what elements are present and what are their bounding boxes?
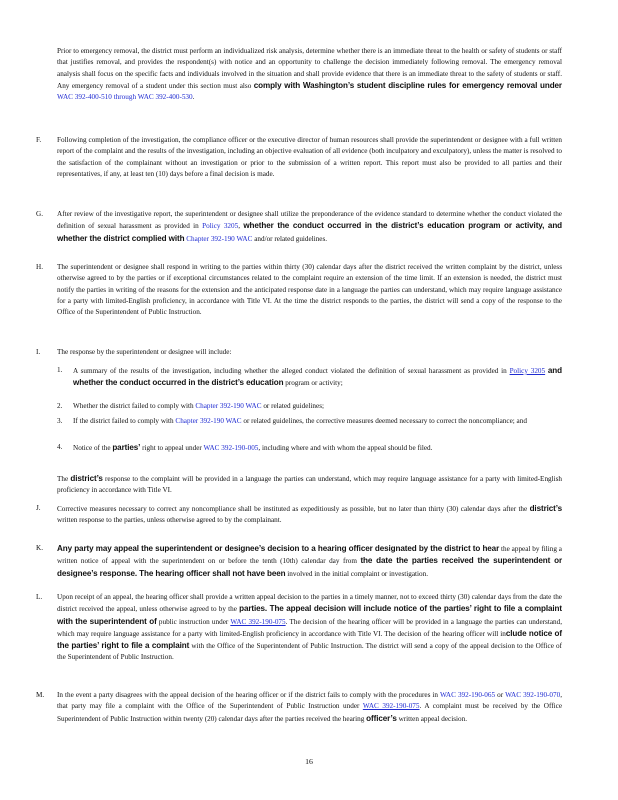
section-k-label: K. <box>36 544 43 552</box>
intro-bold-text: comply with Washington’s student discipline rules for emergency removal under <box>253 80 562 90</box>
wac-065-link[interactable]: WAC 392-190-065 <box>439 691 496 699</box>
section-m-label: M. <box>36 691 45 699</box>
response-item-4: Notice of the parties’ right to appeal under WAC 392-190-005, including where and with whom the appeal should be filed. <box>73 443 433 452</box>
intro-text: Prior to emergency removal, the district must perform an individualized risk analysis, determine whether there is an immediate threat to the health or safety of students or staff that justifies removal, and provides the respondent(s) with notice and an opportunity to challenge the decision immediately following removal. The emergency removal analysis shall focus on the specific facts and individuals involved in the situation and shall provide evidence that there is an immediate threat to the safety of students or staff. Any emergency removal of a student under this section must also <box>57 47 562 90</box>
section-i-label: I. <box>36 348 41 356</box>
section-l-label: L. <box>36 593 43 601</box>
section-h-label: H. <box>36 263 43 271</box>
emergency-removal-paragraph: Prior to emergency removal, the district must perform an individualized risk analysis, determine whether there is an immediate threat to the health or safety of students or staff that justifies removal, and provides the respondent(s) with notice and an opportunity to challenge the decision immediately following removal. The emergency removal analysis shall focus on the specific facts and individuals involved in the situation and shall provide evidence that there is an immediate threat to the safety of students or staff. Any emergency removal of a student under this section must also comply with Washington’s student discipline rules for emergency removal under WAC 392-400-510 through WAC 392-400-530. <box>57 47 562 102</box>
section-i-tail: The district’s response to the complaint will be provided in a language the parties can understand, which may require language assistance for a party with limited-English proficiency in accordance with Title VI. <box>57 474 563 495</box>
wac-005-link[interactable]: WAC 392-190-005 <box>203 444 259 452</box>
policy-3205-link-2[interactable]: Policy 3205 <box>509 367 546 375</box>
item-4-number: 4. <box>57 443 63 451</box>
section-h-text: The superintendent or designee shall respond in writing to the parties within thirty (30) calendar days after the district received the written complaint by the district, unless otherwise agreed to by the parties or if exceptional circumstances related to the complaint require an extension of the time limit. If an extension is needed, the district must notify the parties in writing of the reasons for the extension and the anticipated response date in a language the parties can understand, which may require language assistance for a party with limited-English proficiency, in accordance with Title VI. At the time the district responds to the parties, the district will send a copy of the response to the Office of the Superintendent of Public Instruction. <box>57 263 562 317</box>
section-l-paragraph: Upon receipt of an appeal, the hearing officer shall provide a written appeal decision to the parties in a timely manner, not to exceed thirty (30) calendar days from the date the district received the appeal, unless otherwise agreed to by the parties. The appeal decision will include notice of the parties’ right to file a complaint with the superintendent of public instruction under WAC 392-190-075. The decision of the hearing officer will be provided in a language the parties can understand, which may require language assistance for a party with limited-English proficiency in accordance with Title VI. The decision of the hearing officer will include notice of the parties’ right to file a complaint with the Office of the Superintendent of Public Instruction. The district will send a copy of the appeal decision to the Office of the Superintendent of Public Instruction. <box>57 593 562 662</box>
section-f-paragraph <box>57 135 562 180</box>
section-j-paragraph: Corrective measures necessary to correct any noncompliance shall be instituted as expeditiously as possible, but no later than thirty (30) calendar days after the district’s written response to the parties, unless otherwise agreed to by the complainant. <box>57 504 563 525</box>
wac-070-link[interactable]: WAC 392-190-070 <box>505 691 561 699</box>
section-f-label: F. <box>36 136 42 144</box>
section-f-text: Following completion of the investigation, the compliance officer or the executive director of human resources shall provide the superintendent or designee with a full written report of the complaint and the results of the investigation, including an objective evaluation of all evidence (both inculpatory and exculpatory), unless the matter is resolved to the satisfaction of the complainant without an investigation or prior to the submission of a written report. This report must also be provided to all parties and their representatives, if any, at least ten (10) days before a final decision is made. <box>57 136 562 178</box>
section-g-paragraph: After review of the investigative report, the superintendent or designee shall utilize the preponderance of the evidence standard to determine whether the conduct violated the definition of sexual harassment as provided in Policy 3205, whether the conduct occurred in the district’s education program or activity, and whether the district complied with Chapter 392-190 WAC and/or related guidelines. <box>57 210 563 243</box>
wac-075-link-2[interactable]: WAC 392-190-075 <box>362 702 420 711</box>
wac-400-link[interactable]: WAC 392-400-510 through WAC 392-400-530 <box>57 93 193 102</box>
response-item-2: Whether the district failed to comply with Chapter 392-190 WAC or related guidelines; <box>73 402 324 410</box>
section-g-label: G. <box>36 210 43 218</box>
policy-3205-link[interactable]: Policy 3205 <box>202 222 239 231</box>
section-k-paragraph: Any party may appeal the superintendent or designee’s decision to a hearing officer designated by the district to hear the appeal by filing a written notice of appeal with the superintendent on or before the tenth (10th) calendar day from the date the parties received the superintendent or designee’s response. The hearing officer shall not have been involved in the initial complaint or investigation. <box>57 544 562 578</box>
item-3-number: 3. <box>57 417 63 425</box>
chapter-392-190-link-2[interactable]: Chapter 392-190 WAC <box>195 402 262 410</box>
response-item-3: If the district failed to comply with Chapter 392-190 WAC or related guidelines, the corrective measures deemed necessary to correct the noncompliance; and <box>73 417 527 425</box>
section-h-paragraph <box>57 262 562 318</box>
chapter-392-190-link[interactable]: Chapter 392-190 WAC <box>186 234 253 243</box>
page-number: 16 <box>305 757 313 766</box>
section-i-lead: The response by the superintendent or designee will include: <box>57 348 232 356</box>
wac-075-link[interactable]: WAC 392-190-075 <box>230 617 286 626</box>
section-m-paragraph: In the event a party disagrees with the appeal decision of the hearing officer or if the district fails to comply with the procedures in WAC 392-190-065 or WAC 392-190-070, that party may file a complaint with the Office of the Superintendent of Public Instruction under WAC 392-190-075. A complaint must be received by the Office Superintendent of Public Instruction within twenty (20) calendar days after the parties received the hearing officer’s written appeal decision. <box>57 691 563 723</box>
item-2-number: 2. <box>57 402 63 410</box>
item-1-number: 1. <box>57 366 63 374</box>
response-item-1: A summary of the results of the investigation, including whether the alleged conduct violated the definition of sexual harassment as provided in Policy 3205 and whether the conduct occurred in the district’s education program or activity; <box>73 366 562 388</box>
chapter-392-190-link-3[interactable]: Chapter 392-190 WAC <box>175 417 242 425</box>
section-j-label: J. <box>36 504 41 512</box>
